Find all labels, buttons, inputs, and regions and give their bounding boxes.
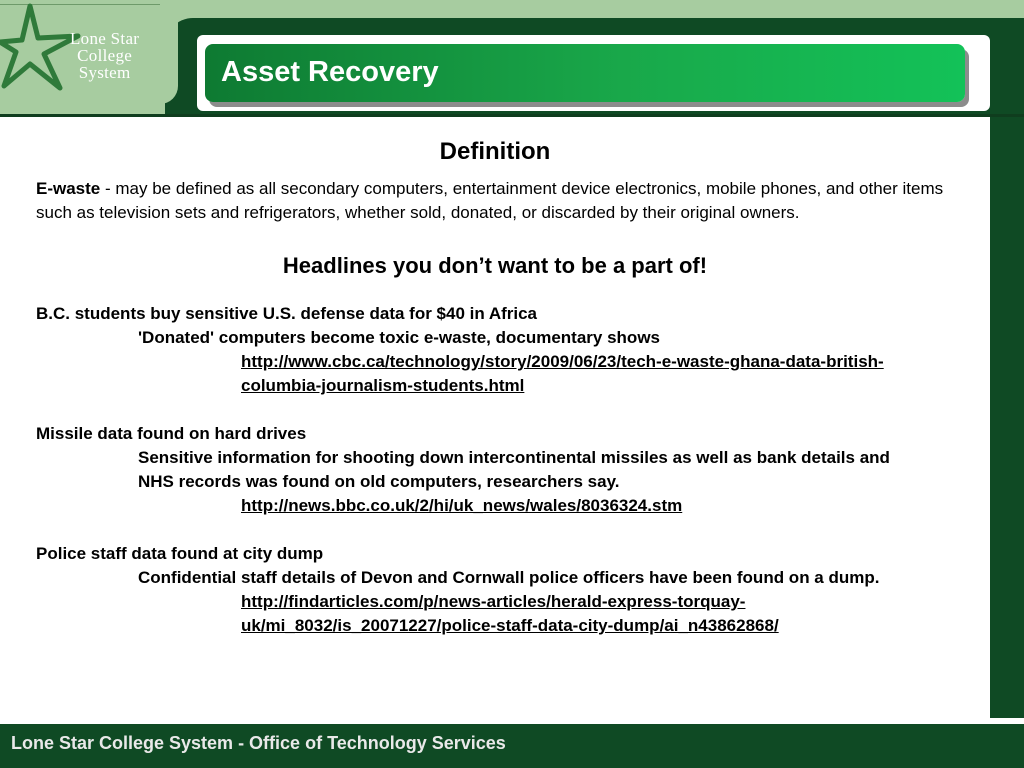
footer (0, 724, 1024, 768)
definition-text: - may be defined as all secondary computers, entertainment device electronics, mobile phones, and other items such as television sets and refrigerators, whether sold, donated, or discarded by their original owners. (36, 179, 944, 222)
story-link[interactable]: http://findarticles.com/p/news-articles/herald-express-torquay-uk/mi_8032/is_20071227/police-staff-data-city-dump/ai_n43862868/ (241, 592, 779, 635)
story-title: Police staff data found at city dump (36, 544, 324, 563)
logo-line-2: College (77, 46, 133, 65)
story-title: Missile data found on hard drives (36, 424, 307, 443)
story-subtitle: Sensitive information for shooting down intercontinental missiles as well as bank details and NHS records was found on old computers, researchers say. (138, 448, 890, 491)
story-title: B.C. students buy sensitive U.S. defense data for $40 in Africa (36, 304, 538, 323)
logo (0, 0, 178, 104)
headline-story-1 (36, 302, 966, 398)
story-link[interactable]: http://www.cbc.ca/technology/story/2009/06/23/tech-e-waste-ghana-data-british-columbia-journalism-students.html (241, 352, 884, 395)
story-link[interactable]: http://news.bbc.co.uk/2/hi/uk_news/wales/8036324.stm (241, 496, 683, 515)
headline-story-3 (36, 542, 966, 638)
headlines-heading: Headlines you don’t want to be a part of! (282, 253, 708, 278)
title-banner (205, 44, 965, 102)
slide-title: Asset Recovery (221, 56, 439, 88)
definition-heading: Definition (439, 138, 551, 165)
story-subtitle: Confidential staff details of Devon and Cornwall police officers have been found on a dump. (138, 568, 880, 587)
headline-story-2 (36, 422, 966, 518)
definition-term: E-waste (36, 179, 101, 198)
logo-line-3: System (78, 63, 131, 82)
definition-paragraph (36, 177, 966, 225)
story-subtitle: 'Donated' computers become toxic e-waste, documentary shows (138, 328, 660, 347)
footer-text: Lone Star College System - Office of Technology Services (11, 733, 506, 753)
logo-wordmark (70, 30, 139, 81)
logo-line-1: Lone Star (70, 29, 140, 48)
